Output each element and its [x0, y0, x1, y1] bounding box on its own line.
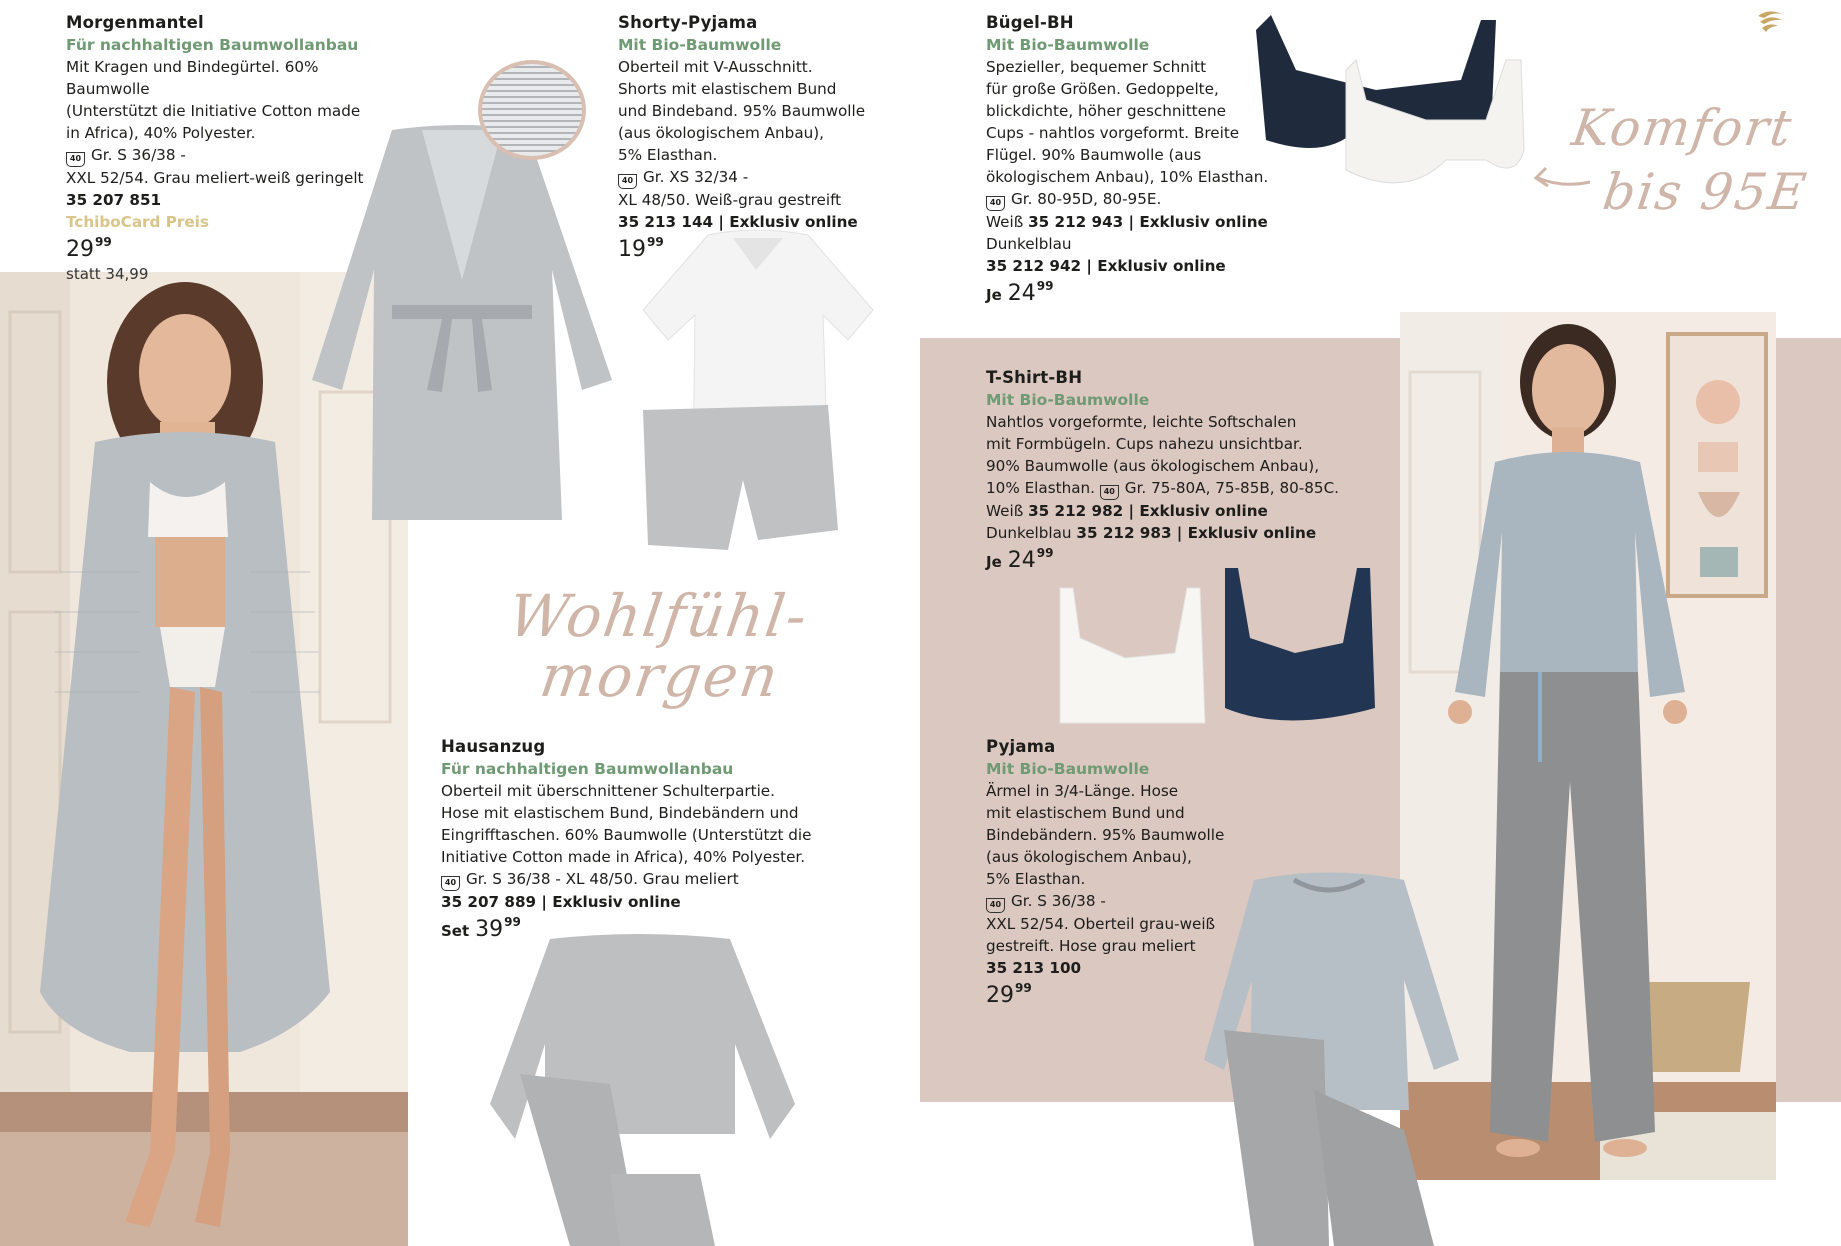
price-cents: 99: [647, 235, 664, 249]
script-title-line1: Wohlfühl-: [504, 582, 813, 650]
price-cents: 99: [1015, 981, 1032, 995]
product-claim: Für nachhaltigen Baumwollanbau: [66, 36, 359, 54]
price-cents: 99: [1036, 546, 1054, 560]
product-name: Shorty-Pyjama: [618, 13, 758, 32]
script-title-wohlfuehl: [497, 582, 814, 710]
product-size-info: [986, 890, 1246, 957]
variant-line: [986, 522, 1366, 544]
fabric-swatch-circle: [478, 60, 586, 160]
product-claim: Für nachhaltigen Baumwollanbau: [441, 760, 734, 778]
washing-care-icon: 40: [986, 898, 1005, 913]
price: [986, 981, 1246, 1009]
product-claim: Mit Bio-Baumwolle: [986, 36, 1150, 54]
price-prefix: Je: [986, 553, 1002, 571]
variant-color: Dunkelblau: [986, 524, 1072, 542]
price: [441, 915, 821, 943]
product-name: Morgenmantel: [66, 13, 204, 32]
variant-line: [986, 500, 1366, 522]
price-integer: 29: [66, 237, 94, 262]
product-image-tshirt-bh: [1055, 558, 1375, 728]
price-cents: 99: [504, 915, 521, 929]
product-image-shorty-pyjama: [638, 230, 874, 570]
script-title-line1: Komfort: [1568, 99, 1797, 157]
washing-care-icon: 40: [618, 174, 637, 189]
price-integer: 24: [1007, 548, 1036, 573]
product-description: [986, 411, 1366, 500]
product-description: Ärmel in 3/4-Länge. Hose mit elastischem Bund und Bindebändern. 95% Baumwolle (aus ökologischem Anbau), 5% Elasthan.: [986, 782, 1225, 888]
variant-color: Dunkelblau: [986, 235, 1072, 253]
article-number: 35 207 889 | Exklusiv online: [441, 893, 681, 911]
product-size-info: [441, 868, 821, 891]
original-price: statt 34,99: [66, 265, 149, 283]
product-size-info: [618, 166, 878, 211]
washing-care-icon: 40: [441, 876, 460, 891]
product-claim: Mit Bio-Baumwolle: [986, 391, 1150, 409]
product-description: Mit Kragen und Bindegürtel. 60% Baumwolle (Unterstützt die Initiative Cotton made in Africa), 40% Polyester.: [66, 58, 361, 142]
price-integer: 19: [618, 237, 646, 262]
price-integer: 29: [986, 983, 1014, 1008]
script-title-line2: morgen: [536, 642, 785, 710]
product-description: Oberteil mit überschnittener Schulterpartie. Hose mit elastischem Bund, Bindebändern und Eingrifftaschen. 60% Baumwolle (Unterstützt die Initiative Cotton made in Africa), 40% Polyester.: [441, 782, 812, 866]
price-cents: 99: [95, 235, 112, 249]
script-title-line2: bis 95E: [1599, 163, 1812, 221]
price-prefix: Set: [441, 922, 470, 940]
price-integer: 39: [475, 917, 504, 942]
product-size-text: Gr. S 36/38 - XL 48/50. Grau meliert: [466, 870, 739, 888]
variant-color: Weiß: [986, 502, 1024, 520]
product-image-hausanzug: [490, 934, 796, 1246]
product-description: Oberteil mit V-Ausschnitt. Shorts mit elastischem Bund und Bindeband. 95% Baumwolle (aus ökologischem Anbau), 5% Elasthan.: [618, 58, 866, 164]
product-name: Bügel-BH: [986, 13, 1074, 32]
price: [986, 279, 1276, 307]
article-number: 35 213 100: [986, 959, 1082, 977]
price: [618, 235, 878, 263]
product-description-text: Nahtlos vorgeformte, leichte Softschalen mit Formbügeln. Cups nahezu unsichtbar. 90% Baumwolle (aus ökologischem Anbau), 10% Elasthan.: [986, 413, 1320, 497]
price-cents: 99: [1036, 279, 1054, 293]
price-integer: 24: [1007, 281, 1036, 306]
product-image-buegel-bh: [1256, 10, 1526, 190]
product-block-shorty-pyjama: [618, 12, 878, 263]
product-size-text: Gr. 75-80A, 75-85B, 80-85C.: [1124, 479, 1340, 497]
product-block-morgenmantel: [66, 12, 406, 285]
variant-line: [986, 211, 1276, 233]
product-size-info: [66, 144, 406, 189]
arrow-left-icon: [1532, 162, 1592, 192]
price: [986, 546, 1366, 574]
product-name: T-Shirt-BH: [986, 368, 1083, 387]
washing-care-icon: 40: [66, 152, 85, 167]
product-size-text: Gr. S 36/38 - XXL 52/54. Oberteil grau-weiß gestreift. Hose grau meliert: [986, 892, 1216, 955]
product-block-hausanzug: [441, 736, 821, 943]
product-block-pyjama: [986, 736, 1246, 1009]
price-prefix: Je: [986, 286, 1002, 304]
product-claim: Mit Bio-Baumwolle: [618, 36, 782, 54]
article-number: 35 212 943 | Exklusiv online: [1028, 213, 1268, 231]
variant-color: Weiß: [986, 213, 1024, 231]
product-name: Hausanzug: [441, 737, 546, 756]
script-title-komfort: [1559, 96, 1827, 224]
tchibo-logo-icon: [1752, 6, 1786, 38]
article-number: 35 207 851: [66, 191, 162, 209]
article-number: 35 212 982 | Exklusiv online: [1028, 502, 1268, 520]
article-number: 35 212 942 | Exklusiv online: [986, 257, 1226, 275]
washing-care-icon: 40: [986, 196, 1005, 211]
product-claim: Mit Bio-Baumwolle: [986, 760, 1150, 778]
product-description: Spezieller, bequemer Schnitt für große Größen. Gedoppelte, blickdichte, höher geschnittene Cups - nahtlos vorgeformt. Breite Flügel. 90% Baumwolle (aus ökologischem Anbau), 10% Elasthan.: [986, 58, 1269, 186]
price: [66, 235, 406, 263]
product-name: Pyjama: [986, 737, 1056, 756]
product-size-text: Gr. S 36/38 - XXL 52/54. Grau meliert-weiß geringelt: [66, 146, 364, 187]
washing-care-icon: 40: [1100, 485, 1119, 500]
product-size-text: Gr. 80-95D, 80-95E.: [1011, 190, 1162, 208]
product-block-buegel-bh: [986, 12, 1276, 307]
article-number: 35 212 983 | Exklusiv online: [1076, 524, 1317, 542]
product-block-tshirt-bh: [986, 367, 1366, 574]
product-size-info: [986, 188, 1276, 211]
tchibocard-label: TchiboCard Preis: [66, 213, 209, 231]
article-number: 35 213 144 | Exklusiv online: [618, 213, 858, 231]
product-size-text: Gr. XS 32/34 - XL 48/50. Weiß-grau gestreift: [618, 168, 842, 209]
